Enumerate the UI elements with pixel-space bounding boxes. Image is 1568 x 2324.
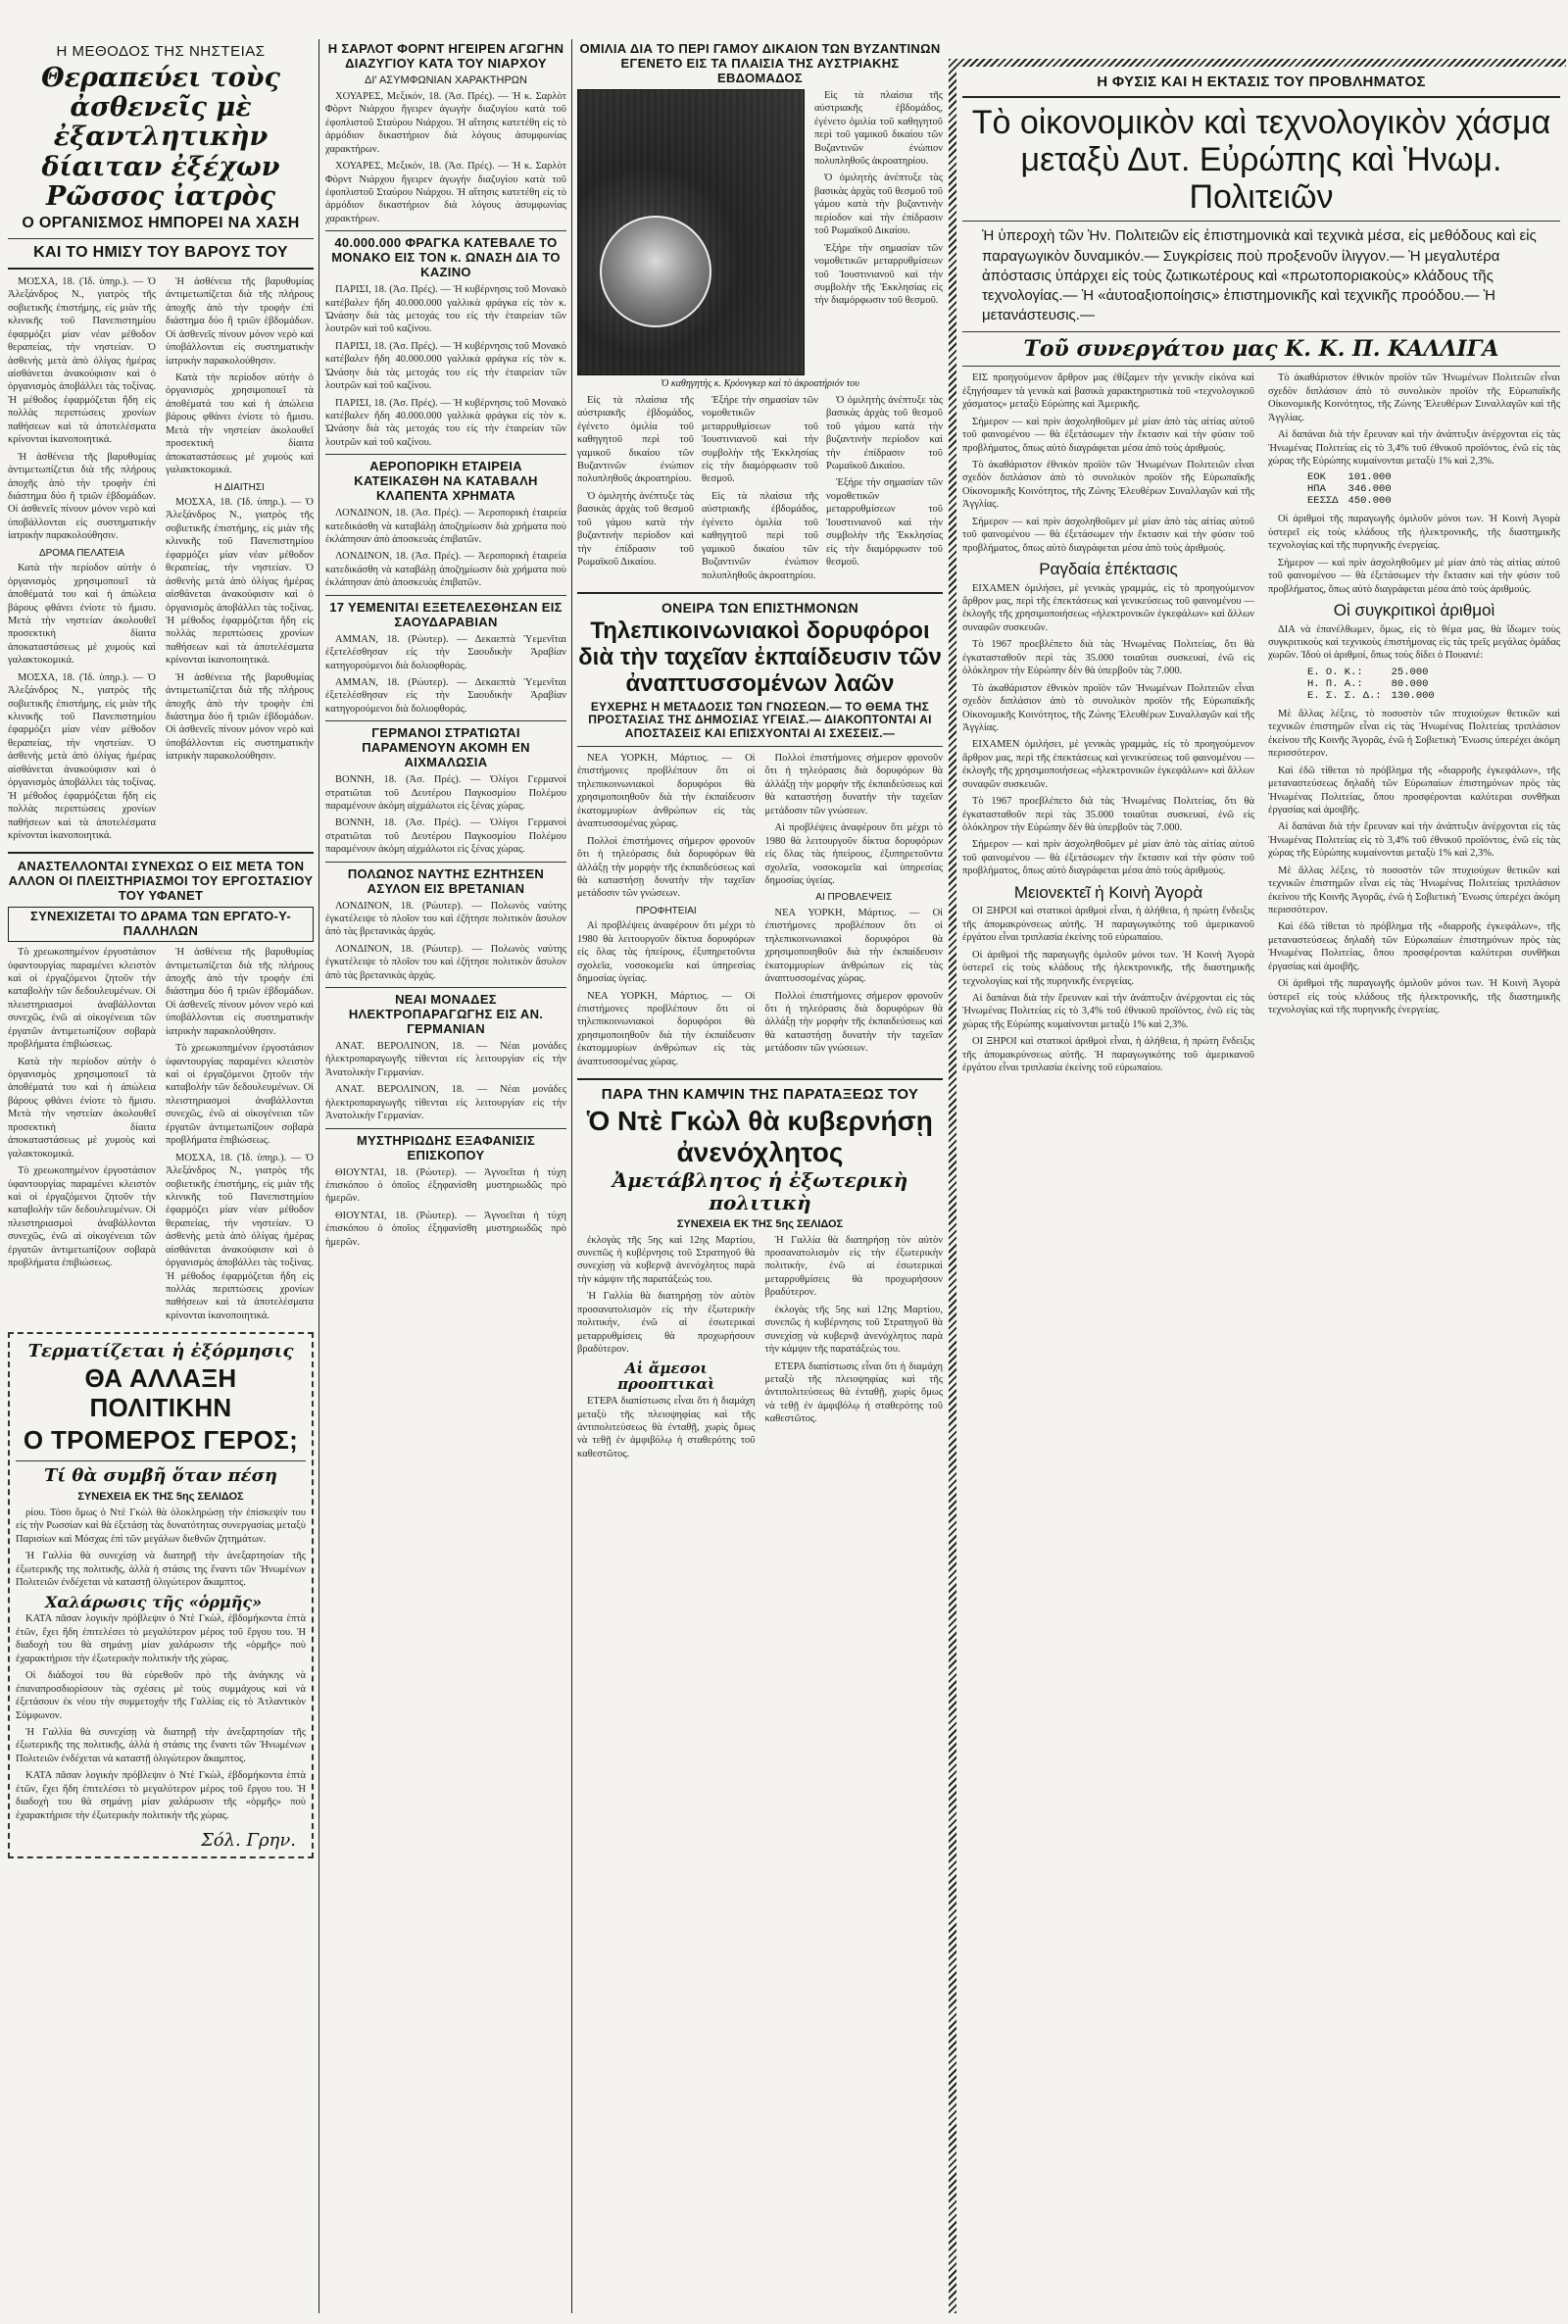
deck: Ἡ ὑπεροχὴ τῶν Ἡν. Πολιτειῶν εἰς ἐπιστημονικὰ καὶ τεχνικὰ μέσα, εἰς μεθόδους καὶ εἰς παραγωγικὸν δυναμικόν.— Συγκρίσεις ποὺ προξενοῦν ἰλιγγον.— Ἡ μεγαλυτέρα ἀπόστασις ὑπάρχει εἰς τοὺς ζωτικωτέρους καὶ «πρωτοποριακοὺς» κλάδους τῆς τεχνολογίας.— Ἡ «ἀυτοαξιοποίησις» ἐπιστημονικῆς καὶ τεχνικῆς προόδου.— Ἡ μετανάστευσις.— — [982, 227, 1537, 324]
paragraph: Μὲ ἄλλας λέξεις, τὸ ποσοστὸν τῶν πτυχιούχων θετικῶν καὶ τεχνικῶν ἐπιστημῶν εἶναι εἰς τὰς Ἡνωμένας Πολιτείας τριπλάσιον ἐκείνου τῆς Κοινῆς Ἀγορᾶς, ἐνῶ ἡ Σοβιετικὴ Ἕνωσις ὑπερέχει ἀκόμη περισσότερον. — [1268, 865, 1560, 916]
column-rule-hatched — [949, 59, 956, 2313]
subhead: ΑΙ ΠΡΟΒΛΕΨΕΙΣ — [815, 892, 893, 904]
paragraph: Ὁ ὁμιλητὴς ἀνέπτυξε τὰς βασικὰς ἀρχὰς τοῦ θεσμοῦ τοῦ γάμου κατὰ τὴν βυζαντινὴν περίοδον καὶ τὴν ἐπίδρασιν τοῦ Ρωμαϊκοῦ Δικαίου. — [577, 490, 694, 569]
headline: Θεραπεύει τοὺς ἀσθενεῖς μὲ ἐξαντλητικὴν δίαιταν ἐξέχων Ρῶσσος ἰατρὸς — [41, 63, 280, 212]
column-3 — [577, 39, 943, 2313]
paragraph: Ἡ ἀσθένεια τῆς βαρυθυμίας ἀντιμετωπίζεται διὰ τῆς πλήρους ἀποχῆς ἀπὸ τὴν τροφὴν ἐπὶ διάστημα δύο ἢ τριῶν ἑβδομάδων. Οἱ ἀσθενεῖς πίνουν μόνον νερὸ καὶ ὑποβάλλονται εἰς συστηματικὴν ἰατρικὴν παρακολούθησιν. — [166, 275, 314, 367]
paragraph: ΧΟΥΑΡΕΣ, Μεξικόν, 18. (Ἀσ. Πρές). — Ἡ κ. Σαρλὸτ Φὸρντ Νιάρχου ἤγειρεν ἀγωγὴν διαζυγίου κατὰ τοῦ ἐφοπλιστοῦ Σταύρου Νιάρχου. Ἡ αἴτησις κατετέθη εἰς τὸ ἁρμόδιον δικαστήριον διὰ λόγους ἀσυμφωνίας χαρακτήρων. — [325, 161, 566, 224]
stats-table — [1307, 471, 1401, 507]
paragraph: Αἱ προβλέψεις ἀναφέρουν ὅτι μέχρι τὸ 1980 θὰ λειτουργοῦν δίκτυα δορυφόρων εἰς ὅλας τὰς ἠπείρους, ἐξυπηρετοῦντα σχολεῖα, νοσοκομεῖα καὶ ὑπηρεσίας δημοσίας ὑγείας. — [577, 920, 756, 985]
paragraph: ΕΙΧΑΜΕΝ ὁμιλήσει, μὲ γενικὰς γραμμάς, εἰς τὸ προηγούμενον ἄρθρον μας, περὶ τῆς ἐπεκτάσεως καὶ γενικεύσεως τοῦ φαινομένου — ἐκλογῆς τῆς χρησιμοποιήσεως «ἠλεκτρονικῶν ἐγκεφάλων» καὶ ἄλλων συναφῶν συσκευῶν. — [962, 739, 1254, 790]
headline: Ο ΤΡΟΜΕΡΟΣ ΓΕΡΟΣ; — [23, 1425, 299, 1456]
paragraph: ΠΑΡΙΣΙ, 18. (Ἀσ. Πρές). — Ἡ κυβέρνησις τοῦ Μονακὸ κατέβαλεν ἤδη 40.000.000 γαλλικὰ φράγκα εἰς τὸν κ. Ὠνάσην διὰ τὰς μετοχάς του εἰς τὴν ἑταιρείαν τῶν λουτρῶν καὶ τοῦ καζίνου. — [325, 340, 566, 392]
stats-table — [1307, 667, 1445, 702]
paragraph: Τὸ 1967 προεβλέπετο διὰ τὰς Ἡνωμένας Πολιτείας, ὅτι θὰ ἐγκατασταθοῦν περὶ τὰς 35.000 τοιαῦται συσκευαί, ἐνῶ εἰς ὁλόκληρον τὴν Εὐρώπην δὲν θὰ ὑπερβοῦν τὰς 7.000. — [962, 639, 1254, 677]
paragraph: Ἐξήρε τὴν σημασίαν τῶν νομοθετικῶν μεταρρυθμίσεων τοῦ Ἰουστινιανοῦ καὶ τὴν συμβολὴν τῆς Ἐκκλησίας εἰς τὴν διαμόρφωσιν τοῦ θεσμοῦ. — [826, 477, 943, 569]
paragraph: Ἡ ἀσθένεια τῆς βαρυθυμίας ἀντιμετωπίζεται διὰ τῆς πλήρους ἀποχῆς ἀπὸ τὴν τροφὴν ἐπὶ διάστημα δύο ἢ τριῶν ἑβδομάδων. Οἱ ἀσθενεῖς πίνουν μόνον νερὸ καὶ ὑποβάλλονται εἰς συστηματικὴν ἰατρικὴν παρακολούθησιν. — [166, 671, 314, 763]
kicker: ΟΝΕΙΡΑ ΤΩΝ ΕΠΙΣΤΗΜΟΝΩΝ — [661, 599, 859, 616]
paragraph: Τὸ χρεωκοπημένον ἐργοστάσιον ὑφαντουργίας παραμένει κλειστὸν καὶ οἱ ἐργαζόμενοι ζητοῦν τὴν καταβολὴν τῶν δεδουλευμένων. Οἱ πλειστηριασμοὶ ἀναβάλλονται συνεχῶς, ἐνῶ αἱ οἰκογένειαι τῶν ἐργατῶν ἀντιμετωπίζουν σοβαρὰ προβλήματα ἐπιβιώσεως. — [166, 1043, 314, 1147]
boxed-article — [8, 1332, 314, 1858]
paragraph: Μὲ ἄλλας λέξεις, τὸ ποσοστὸν τῶν πτυχιούχων θετικῶν καὶ τεχνικῶν ἐπιστημῶν εἶναι εἰς τὰς Ἡνωμένας Πολιτείας τριπλάσιον ἐκείνου τῆς Κοινῆς Ἀγορᾶς, ἐνῶ ἡ Σοβιετικὴ Ἕνωσις ὑπερέχει ἀκόμη περισσότερον. — [1268, 708, 1560, 760]
paragraph: ΒΟΝΝΗ, 18. (Ἀσ. Πρές). — Ὀλίγοι Γερμανοὶ στρατιῶται τοῦ Δευτέρου Παγκοσμίου Πολέμου παραμένουν ἀκόμη αἰχμάλωτοι εἰς ξένας χώρας. — [325, 774, 566, 812]
paragraph: ἐκλογὰς τῆς 5ης καὶ 12ης Μαρτίου, συνεπῶς ἡ κυβέρνησις τοῦ Στρατηγοῦ θὰ συνεχίσῃ νὰ κυβερνᾷ ἀνενόχλητος παρὰ τὴν κάμψιν τῆς παρατάξεώς του. — [764, 1304, 943, 1356]
paragraph: ΛΟΝΔΙΝΟΝ, 18. (Ρώυτερ). — Πολωνὸς ναύτης ἐγκατέλειψε τὸ πλοῖον του καὶ ἐζήτησε πολιτικὸν ἄσυλον ἀπὸ τὰς βρετανικὰς ἀρχάς. — [325, 900, 566, 938]
paragraph: Αἱ δαπάναι διὰ τὴν ἔρευναν καὶ τὴν ἀνάπτυξιν ἀνέρχονται εἰς τὰς Ἡνωμένας Πολιτείας εἰς τὸ 3,4% τοῦ ἐθνικοῦ προϊόντος, ἐνῶ εἰς τὰς χώρας τῆς Εὐρώπης κυμαίνονται μεταξὺ 1% καὶ 2,3%. — [1268, 429, 1560, 467]
paragraph: ΟΙ ΞΗΡΟΙ καὶ στατικοὶ ἀριθμοὶ εἶναι, ἡ ἀλήθεια, ἡ πρώτη ἔνδειξις τῆς ἀπομακρύνσεως αὐτῆς. Ἡ παραγωγικότης τοῦ ἀμερικανοῦ ἐργάτου εἶναι τριπλασία ἐκείνης τοῦ εὐρωπαίου. — [962, 1036, 1254, 1074]
paragraph: ΑΜΜΑΝ, 18. (Ρώυτερ). — Δεκαεπτὰ Ὑεμενῖται ἐξετελέσθησαν εἰς τὴν Σαουδικὴν Ἀραβίαν κατηγορούμενοι διὰ δολιοφθοράς. — [325, 676, 566, 715]
paragraph: ΕΤΕΡΑ διαπίστωσις εἶναι ὅτι ἡ διαμάχη μεταξὺ τῆς πλειοψηφίας καὶ τῆς ἀντιπολιτεύσεως θὰ ἐνταθῇ, χωρὶς ὅμως νὰ τεθῇ ἐν ἀμφιβόλῳ ἡ σταθερότης τοῦ καθεστῶτος. — [577, 1396, 756, 1459]
article-body — [8, 946, 314, 1326]
headline: ΣΥΝΕΧΙΖΕΤΑΙ ΤΟ ΔΡΑΜΑ ΤΩΝ ΕΡΓΑΤΟ-Υ-ΠΑΛΛΗΛΩΝ — [8, 907, 314, 942]
paragraph: ΛΟΝΔΙΝΟΝ, 18. (Ἀσ. Πρές). — Ἀεροπορικὴ ἑταιρεία κατεδικάσθη νὰ καταβάλῃ ἀποζημίωσιν διὰ χρήματα ποὺ ἐκλάπησαν ἀπὸ ἀποσκευὰς ἐπιβατῶν. — [325, 551, 566, 589]
headline: ΟΜΙΛΙΑ ΔΙΑ ΤΟ ΠΕΡΙ ΓΑΜΟΥ ΔΙΚΑΙΟΝ ΤΩΝ ΒΥΖΑΝΤΙΝΩΝ ΕΓΕΝΕΤΟ ΕΙΣ ΤΑ ΠΛΑΙΣΙΑ ΤΗΣ ΑΥΣΤΡΙΑΚΗΣ ΕΒΔΟΜΑΔΟΣ — [579, 41, 941, 85]
headline: Η ΣΑΡΛΟΤ ΦΟΡΝΤ ΗΓΕΙΡΕΝ ΑΓΩΓΗΝ ΔΙΑΖΥΓΙΟΥ ΚΑΤΑ ΤΟΥ ΝΙΑΡΧΟΥ — [327, 41, 564, 71]
table-row: Η. Π. Α.: 80.000 — [1307, 677, 1429, 690]
portrait-inset — [600, 216, 711, 327]
paragraph: Σήμερον — καὶ πρὶν ἀσχοληθοῦμεν μὲ μίαν ἀπὸ τὰς αἰτίας αὐτοῦ τοῦ φαινομένου — θὰ ἐξετάσωμεν τὴν ἔκτασιν καὶ τὴν φύσιν τοῦ προβλήματος, ὅπως αὐτὸ διαγράφεται μέσα ἀπὸ τοὺς ἀριθμούς. — [962, 516, 1254, 554]
deck: ΚΑΙ ΤΟ ΗΜΙΣΥ ΤΟΥ ΒΑΡΟΥΣ ΤΟΥ — [33, 243, 288, 261]
paragraph: Κατὰ τὴν περίοδον αὐτὴν ὁ ὀργανισμὸς χρησιμοποιεῖ τὰ ἀποθέματά του καὶ ἡ ἀπώλεια βάρους φθάνει ἐνίοτε τὸ ἥμισυ. Μετὰ τὴν νηστείαν ἀκολουθεῖ προσεκτικὴ δίαιτα ἀποκαταστάσεως μὲ χυμοὺς καὶ γαλακτοκομικά. — [8, 1056, 156, 1160]
signature: Σόλ. Γρην. — [201, 1830, 296, 1852]
paragraph: ΔΙΑ νὰ ἐπανέλθωμεν, ὅμως, εἰς τὸ θέμα μας, θὰ ἴδωμεν τοὺς συγκριτικοὺς καὶ τεχνικοὺς ἐπιστήμονας εἰς τὰς τρεῖς μεγάλας ὁμάδας χωρῶν. Ἰδοὺ οἱ ἀριθμοί, ὅπως τοὺς δίδει ὁ Πουανιέ: — [1268, 623, 1560, 662]
paragraph: ἐκλογὰς τῆς 5ης καὶ 12ης Μαρτίου, συνεπῶς ἡ κυβέρνησις τοῦ Στρατηγοῦ θὰ συνεχίσῃ νὰ κυβερνᾷ ἀνενόχλητος παρὰ τὴν κάμψιν τῆς παρατάξεώς του. — [577, 1234, 756, 1285]
paragraph: Πολλοὶ ἐπιστήμονες σήμερον φρονοῦν ὅτι ἡ τηλεόρασις διὰ δορυφόρων θὰ ἀλλάξῃ τὴν μορφὴν τῆς ἐκπαιδεύσεως καὶ θὰ καταστήσῃ δυνατὴν τὴν ταχεῖαν μετάδοσιν τῶν γνώσεων. — [577, 835, 756, 900]
column-2 — [325, 39, 566, 2313]
paragraph: Καὶ ἐδῶ τίθεται τὸ πρόβλημα τῆς «διαρροῆς ἐγκεφάλων», τῆς μεταναστεύσεως δηλαδὴ τῶν Εὐρωπαίων ἐπιστημόνων πρὸς τὰς Ἡνωμένας Πολιτείας, ὅπου προσφέρονται καλύτεραι συνθῆκαι ἐργασίας καὶ ἀμοιβῆς. — [1268, 765, 1560, 816]
paragraph: Εἰς τὰ πλαίσια τῆς αὐστριακῆς ἑβδομάδος, ἐγένετο ὁμιλία τοῦ καθηγητοῦ περὶ τοῦ γαμικοῦ δικαίου τῶν Βυζαντινῶν ἐνώπιον πολυπληθοῦς ἀκροατηρίου. — [814, 89, 943, 167]
paragraph: Εἰς τὰ πλαίσια τῆς αὐστριακῆς ἑβδομάδος, ἐγένετο ὁμιλία τοῦ καθηγητοῦ περὶ τοῦ γαμικοῦ δικαίου τῶν Βυζαντινῶν ἐνώπιον πολυπληθοῦς ἀκροατηρίου. — [702, 490, 818, 581]
headline: Τὸ οἰκονομικὸν καὶ τεχνολογικὸν χάσμα μεταξὺ Δυτ. Εὐρώπης καὶ Ἡνωμ. Πολιτειῶν — [971, 104, 1551, 217]
paragraph: ΚΑΤΑ πᾶσαν λογικὴν πρόβλεψιν ὁ Ντὲ Γκὼλ, ἑβδομήκοντα ἑπτὰ ἐτῶν, ἔχει ἤδη ἐπιτελέσει τὸ μεγαλύτερον μέρος τοῦ ἔργου του. Ἡ διαδοχὴ του θὰ σημάνῃ μίαν χαλάρωσιν τῆς «ὁρμῆς» ποὺ ἐχαρακτήρισε τὴν ἐξωτερικὴν πολιτικήν τῆς χώρας. — [16, 1613, 306, 1664]
subhead: Τί θὰ συμβῆ ὅταν πέση — [44, 1465, 277, 1487]
article-body — [577, 1234, 943, 1465]
paragraph: ΕΙΧΑΜΕΝ ὁμιλήσει, μὲ γενικὰς γραμμάς, εἰς τὸ προηγούμενον ἄρθρον μας, περὶ τῆς ἐπεκτάσεως καὶ γενικεύσεως τοῦ φαινομένου — ἐκλογῆς τῆς χρησιμοποιήσεως «ἠλεκτρονικῶν ἐγκεφάλων» καὶ ἄλλων συναφῶν συσκευῶν. — [962, 582, 1254, 633]
subhead: Η ΔΙΑΙΤΗΣΙ — [215, 481, 265, 493]
subhead: Μειονεκτεῖ ἡ Κοινὴ Ἀγορὰ — [1013, 882, 1203, 902]
paragraph: ΜΟΣΧΑ, 18. (Ἰδ. ὑπηρ.). — Ὁ Ἀλεξάνδρος Ν., γιατρὸς τῆς σοβιετικῆς ἐπιστήμης, εἰς μιὰν τῆς κλινικῆς τοῦ Πανεπιστημίου ἐφαρμόζει μίαν νέαν μέθοδον θεραπείας, τὴν νηστείαν. Ὁ ἀσθενὴς μετὰ ἀπὸ ὀλίγας ἡμέρας αἰσθάνεται ἀνακούφισιν καὶ ὁ ὀργανισμὸς ἀποβάλλει τὰς τοξίνας. Ἡ μέθοδος ἐφαρμόζεται ἤδη εἰς πολλὰς περιπτώσεις χρονίων παθήσεων καὶ τὰ ἀποτελέσματα κρίνονται ἱκανοποιητικά. — [166, 497, 314, 667]
article-body — [577, 752, 943, 1072]
kicker: Τερματίζεται ἡ ἐξόρμησις — [27, 1341, 294, 1362]
table-row: ΗΠΑ 346.000 — [1307, 483, 1392, 496]
subhead: Ἀμετάβλητος ἡ ἐξωτερικὴ πολιτικὴ — [612, 1168, 908, 1214]
headline: ΝΕΑΙ ΜΟΝΑΔΕΣ ΗΛΕΚΤΡΟΠΑΡΑΓΩΓΗΣ ΕΙΣ ΑΝ. ΓΕΡΜΑΝΙΑΝ — [348, 992, 544, 1037]
paragraph: Τὸ ἀκαθάριστον ἐθνικὸν προϊὸν τῶν Ἡνωμένων Πολιτειῶν εἶναι σχεδὸν διπλάσιον ἀπὸ τὸ συνολικὸν προϊὸν τῆς Εὐρωπαϊκῆς Οἰκονομικῆς Κοινότητος, τῆς Ζώνης Ἐλευθέρων Συναλλαγῶν καὶ τῆς Ἀγγλίας. — [962, 682, 1254, 733]
paragraph: Ἡ Γαλλία θὰ διατηρήσῃ τὸν αὐτὸν προσανατολισμὸν εἰς τὴν ἐξωτερικὴν πολιτικήν, ἐνῶ αἱ ἐσωτερικαὶ μεταρρυθμίσεις θὰ προχωρήσουν βραδύτερον. — [577, 1291, 756, 1356]
paragraph: ΕΤΕΡΑ διαπίστωσις εἶναι ὅτι ἡ διαμάχη μεταξὺ τῆς πλειοψηφίας καὶ τῆς ἀντιπολιτεύσεως θὰ ἐνταθῇ, χωρὶς ὅμως νὰ τεθῇ ἐν ἀμφιβόλῳ ἡ σταθερότης τοῦ καθεστῶτος. — [764, 1360, 943, 1425]
subhead: ΔΡΟΜΑ ΠΕΛΑΤΕΙΑ — [38, 547, 125, 559]
headline: ΠΟΛΩΝΟΣ ΝΑΥΤΗΣ ΕΖΗΤΗΣΕΝ ΑΣΥΛΟΝ ΕΙΣ ΒΡΕΤΑΝΙΑΝ — [347, 865, 545, 896]
paragraph: Τὸ ἀκαθάριστον ἐθνικὸν προϊὸν τῶν Ἡνωμένων Πολιτειῶν εἶναι σχεδὸν διπλάσιον ἀπὸ τὸ συνολικὸν προϊὸν τῆς Εὐρωπαϊκῆς Οἰκονομικῆς Κοινότητος, τῆς Ζώνης Ἐλευθέρων Συναλλαγῶν καὶ τῆς Ἀγγλίας. — [1268, 372, 1560, 423]
paragraph: ΘΙΟΥΝΤΑΙ, 18. (Ρώυτερ). — Ἀγνοεῖται ἡ τύχη ἐπισκόπου ὁ ὁποῖος ἐξηφανίσθη μυστηριωδῶς πρὸ ἡμερῶν. — [325, 1210, 566, 1248]
paragraph: Σήμερον — καὶ πρὶν ἀσχοληθοῦμεν μὲ μίαν ἀπὸ τὰς αἰτίας αὐτοῦ τοῦ φαινομένου — θὰ ἐξετάσωμεν τὴν ἔκτασιν καὶ τὴν φύσιν τοῦ προβλήματος, ὅπως αὐτὸ διαγράφεται μέσα ἀπὸ τοὺς ἀριθμούς. — [962, 416, 1254, 454]
photo-caption: Ὁ καθηγητὴς κ. Κρόυνγκερ καὶ τὸ ἀκροατήριόν του — [661, 377, 859, 389]
paragraph: Ἡ Γαλλία θὰ διατηρήσῃ τὸν αὐτὸν προσανατολισμὸν εἰς τὴν ἐξωτερικὴν πολιτικήν, ἐνῶ αἱ ἐσωτερικαὶ μεταρρυθμίσεις θὰ προχωρήσουν βραδύτερον. — [764, 1234, 943, 1299]
paragraph: ΜΟΣΧΑ, 18. (Ἰδ. ὑπηρ.). — Ὁ Ἀλεξάνδρος Ν., γιατρὸς τῆς σοβιετικῆς ἐπιστήμης, εἰς μιὰν τῆς κλινικῆς τοῦ Πανεπιστημίου ἐφαρμόζει μίαν νέαν μέθοδον θεραπείας, τὴν νηστείαν. Ὁ ἀσθενὴς μετὰ ἀπὸ ὀλίγας ἡμέρας αἰσθάνεται ἀνακούφισιν καὶ ὁ ὀργανισμὸς ἀποβάλλει τὰς τοξίνας. Ἡ μέθοδος ἐφαρμόζεται ἤδη εἰς πολλὰς περιπτώσεις χρονίων παθήσεων καὶ τὰ ἀποτελέσματα κρίνονται ἱκανοποιητικά. — [166, 1152, 314, 1321]
column-rule — [318, 39, 319, 2313]
paragraph: ΒΟΝΝΗ, 18. (Ἀσ. Πρές). — Ὀλίγοι Γερμανοὶ στρατιῶται τοῦ Δευτέρου Παγκοσμίου Πολέμου παραμένουν ἀκόμη αἰχμάλωτοι εἰς ξένας χώρας. — [325, 817, 566, 856]
headline: ΓΕΡΜΑΝΟΙ ΣΤΡΑΤΙΩΤΑΙ ΠΑΡΑΜΕΝΟΥΝ ΑΚΟΜΗ ΕΝ ΑΙΧΜΑΛΩΣΙΑ — [362, 725, 530, 770]
table-row: ΕΟΚ 101.000 — [1307, 471, 1392, 484]
paragraph: Τὸ 1967 προεβλέπετο διὰ τὰς Ἡνωμένας Πολιτείας, ὅτι θὰ ἐγκατασταθοῦν περὶ τὰς 35.000 τοιαῦται συσκευαί, ἐνῶ εἰς ὁλόκληρον τὴν Εὐρώπην δὲν θὰ ὑπερβοῦν τὰς 7.000. — [962, 796, 1254, 834]
paragraph: ρίου. Τόσο ὅμως ὁ Ντὲ Γκὼλ θὰ ὁλοκληρώσῃ τὴν ἐπίσκεψίν του εἰς τὴν Ρωσσίαν καὶ θὰ ἐξετάσῃ τὰς δυνατότητας συνεργασίας μεταξὺ Παρισίων καὶ Μόσχας ἐπὶ τῶν μεγάλων διεθνῶν ζητημάτων. — [16, 1507, 306, 1545]
byline: Τοῦ συνεργάτου μας Κ. Κ. Π. ΚΑΛΛΙΓΑ — [1023, 335, 1499, 362]
paragraph: ΧΟΥΑΡΕΣ, Μεξικόν, 18. (Ἀσ. Πρές). — Ἡ κ. Σαρλὸτ Φὸρντ Νιάρχου ἤγειρεν ἀγωγὴν διαζυγίου κατὰ τοῦ ἐφοπλιστοῦ Σταύρου Νιάρχου. Ἡ αἴτησις κατετέθη εἰς τὸ ἁρμόδιον δικαστήριον διὰ λόγους ἀσυμφωνίας χαρακτήρων. — [325, 90, 566, 155]
paragraph: Οἱ διάδοχοί του θὰ εὑρεθοῦν πρὸ τῆς ἀνάγκης νὰ ἐπαναπροσδιορίσουν τὰς σχέσεις μὲ τοὺς συμμάχους καὶ νὰ ἐξετάσουν ἐκ νέου τὴν συμμετοχὴν τῆς Γαλλίας εἰς τὸ Ἀτλαντικὸν Σύμφωνον. — [16, 1670, 306, 1721]
paragraph: ΜΟΣΧΑ, 18. (Ἰδ. ὑπηρ.). — Ὁ Ἀλεξάνδρος Ν., γιατρὸς τῆς σοβιετικῆς ἐπιστήμης, εἰς μιὰν τῆς κλινικῆς τοῦ Πανεπιστημίου ἐφαρμόζει μίαν νέαν μέθοδον θεραπείας, τὴν νηστείαν. Ὁ ἀσθενὴς μετὰ ἀπὸ ὀλίγας ἡμέρας αἰσθάνεται ἀνακούφισιν καὶ ὁ ὀργανισμὸς ἀποβάλλει τὰς τοξίνας. Ἡ μέθοδος ἐφαρμόζεται ἤδη εἰς πολλὰς περιπτώσεις χρονίων παθήσεων καὶ τὰ ἀποτελέσματα κρίνονται ἱκανοποιητικά. — [8, 671, 156, 841]
paragraph: Πολλοὶ ἐπιστήμονες σήμερον φρονοῦν ὅτι ἡ τηλεόρασις διὰ δορυφόρων θὰ ἀλλάξῃ τὴν μορφὴν τῆς ἐκπαιδεύσεως καὶ θὰ καταστήσῃ δυνατὴν τὴν ταχεῖαν μετάδοσιν τῶν γνώσεων. — [764, 990, 943, 1055]
column-rule — [571, 39, 572, 2313]
paragraph: Ὁ ὁμιλητὴς ἀνέπτυξε τὰς βασικὰς ἀρχὰς τοῦ θεσμοῦ τοῦ γάμου κατὰ τὴν βυζαντινὴν περίοδον καὶ τὴν ἐπίδρασιν τοῦ Ρωμαϊκοῦ Δικαίου. — [826, 394, 943, 471]
subhead: Αἱ ἄμεσοι προοπτικαὶ — [617, 1359, 715, 1394]
paragraph: Πολλοὶ ἐπιστήμονες σήμερον φρονοῦν ὅτι ἡ τηλεόρασις διὰ δορυφόρων θὰ ἀλλάξῃ τὴν μορφὴν τῆς ἐκπαιδεύσεως καὶ θὰ καταστήσῃ δυνατὴν τὴν ταχεῖαν μετάδοσιν τῶν γνώσεων. — [764, 753, 943, 816]
photo-article — [577, 89, 943, 375]
article-body — [962, 371, 1560, 1078]
paragraph: Κατὰ τὴν περίοδον αὐτὴν ὁ ὀργανισμὸς χρησιμοποιεῖ τὰ ἀποθέματά του καὶ ἡ ἀπώλεια βάρους φθάνει ἐνίοτε τὸ ἥμισυ. Μετὰ τὴν νηστείαν ἀκολουθεῖ προσεκτικὴ δίαιτα ἀποκαταστάσεως μὲ χυμοὺς καὶ γαλακτοκομικά. — [166, 372, 314, 476]
paragraph: Τὸ χρεωκοπημένον ἐργοστάσιον ὑφαντουργίας παραμένει κλειστὸν καὶ οἱ ἐργαζόμενοι ζητοῦν τὴν καταβολὴν τῶν δεδουλευμένων. Οἱ πλειστηριασμοὶ ἀναβάλλονται συνεχῶς, ἐνῶ αἱ οἰκογένειαι τῶν ἐργατῶν ἀντιμετωπίζουν σοβαρὰ προβλήματα ἐπιβιώσεως. — [8, 1165, 156, 1269]
paragraph: ΛΟΝΔΙΝΟΝ, 18. (Ἀσ. Πρές). — Ἀεροπορικὴ ἑταιρεία κατεδικάσθη νὰ καταβάλῃ ἀποζημίωσιν διὰ χρήματα ποὺ ἐκλάπησαν ἀπὸ ἀποσκευὰς ἐπιβατῶν. — [325, 508, 566, 545]
paragraph: Σήμερον — καὶ πρὶν ἀσχοληθοῦμεν μὲ μίαν ἀπὸ τὰς αἰτίας αὐτοῦ τοῦ φαινομένου — θὰ ἐξετάσωμεν τὴν ἔκτασιν καὶ τὴν φύσιν τοῦ προβλήματος, ὅπως αὐτὸ διαγράφεται μέσα ἀπὸ τοὺς ἀριθμούς. — [1268, 557, 1560, 595]
headline: Ὁ Ντὲ Γκὼλ θὰ κυβερνήσῃ ἀνενόχλητος — [587, 1106, 933, 1167]
paragraph: Τὸ χρεωκοπημένον ἐργοστάσιον ὑφαντουργίας παραμένει κλειστὸν καὶ οἱ ἐργαζόμενοι ζητοῦν τὴν καταβολὴν τῶν δεδουλευμένων. Οἱ πλειστηριασμοὶ ἀναβάλλονται συνεχῶς, ἐνῶ αἱ οἰκογένειαι τῶν ἐργατῶν ἀντιμετωπίζουν σοβαρὰ προβλήματα ἐπιβιώσεως. — [8, 947, 156, 1051]
subhead: ΠΡΟΦΗΤΕΙΑΙ — [635, 905, 697, 916]
top-rule-hatched — [949, 59, 1566, 67]
table-row: ΕΕΣΣΔ 450.000 — [1307, 495, 1392, 508]
paragraph: ΑΝΑΤ. ΒΕΡΟΛΙΝΟΝ, 18. — Νέαι μονάδες ἠλεκτροπαραγωγῆς τίθενται εἰς λειτουργίαν εἰς τὴν Ἀνατολικὴν Γερμανίαν. — [325, 1084, 566, 1122]
subhead: Ραγδαία ἐπέκτασις — [1039, 560, 1178, 579]
kicker: ΠΑΡΑ ΤΗΝ ΚΑΜΨΙΝ ΤΗΣ ΠΑΡΑΤΑΞΕΩΣ ΤΟΥ — [601, 1086, 919, 1104]
photo-audience — [577, 89, 805, 375]
continuation-note: ΣΥΝΕΧΕΙΑ ΕΚ ΤΗΣ 5ης ΣΕΛΙΔΟΣ — [676, 1217, 844, 1230]
column-4 — [962, 71, 1560, 2315]
subhead: Οἱ συγκριτικοὶ ἀριθμοὶ — [1333, 601, 1495, 620]
paragraph: ΚΑΤΑ πᾶσαν λογικὴν πρόβλεψιν ὁ Ντὲ Γκὼλ, ἑβδομήκοντα ἑπτὰ ἐτῶν, ἔχει ἤδη ἐπιτελέσει τὸ μεγαλύτερον μέρος τοῦ ἔργου του. Ἡ διαδοχὴ του θὰ σημάνῃ μίαν χαλάρωσιν τῆς «ὁρμῆς» ποὺ ἐχαρακτήρισε τὴν ἐξωτερικὴν πολιτικήν τῆς χώρας. — [16, 1770, 306, 1821]
deck: ΕΥΧΕΡΗΣ Η ΜΕΤΑΔΟΣΙΣ ΤΩΝ ΓΝΩΣΕΩΝ.— ΤΟ ΘΕΜΑ ΤΗΣ ΠΡΟΣΤΑΣΙΑΣ ΤΗΣ ΔΗΜΟΣΙΑΣ ΥΓΕΙΑΣ.— ΔΙΑΚΟΠΤΟΝΤΑΙ ΑΙ ΑΠΟΣΤΑΣΕΙΣ ΚΑΙ ΕΠΙΣΧΥΟΝΤΑΙ ΑΙ ΣΧΕΣΕΙΣ.— — [588, 699, 932, 741]
paragraph: ΘΙΟΥΝΤΑΙ, 18. (Ρώυτερ). — Ἀγνοεῖται ἡ τύχη ἐπισκόπου ὁ ὁποῖος ἐξηφανίσθη μυστηριωδῶς πρὸ ἡμερῶν. — [325, 1166, 566, 1205]
paragraph: Οἱ ἀριθμοὶ τῆς παραγωγῆς ὁμιλοῦν μόνοι των. Ἡ Κοινὴ Ἀγορὰ ὑστερεῖ εἰς τοὺς κλάδους τῆς ἠλεκτρονικῆς, τῆς διαστημικῆς τεχνολογίας καὶ τῆς πυρηνικῆς ἐνεργείας. — [1268, 514, 1560, 552]
headline: ΑΕΡΟΠΟΡΙΚΗ ΕΤΑΙΡΕΙΑ ΚΑΤΕΙΚΑΣΘΗ ΝΑ ΚΑΤΑΒΑΛΗ ΚΛΑΠΕΝΤΑ ΧΡΗΜΑΤΑ — [354, 459, 538, 504]
table-row: Ε. Ο. Κ.: 25.000 — [1307, 666, 1429, 678]
paragraph: Εἰς τὰ πλαίσια τῆς αὐστριακῆς ἑβδομάδος, ἐγένετο ὁμιλία τοῦ καθηγητοῦ περὶ τοῦ γαμικοῦ δικαίου τῶν Βυζαντινῶν ἐνώπιον πολυπληθοῦς ἀκροατηρίου. — [577, 394, 694, 485]
paragraph: Καὶ ἐδῶ τίθεται τὸ πρόβλημα τῆς «διαρροῆς ἐγκεφάλων», τῆς μεταναστεύσεως δηλαδὴ τῶν Εὐρωπαίων ἐπιστημόνων πρὸς τὰς Ἡνωμένας Πολιτείας, ὅπου προσφέρονται καλύτεραι συνθῆκαι ἐργασίας καὶ ἀμοιβῆς. — [1268, 921, 1560, 972]
paragraph: ΜΟΣΧΑ, 18. (Ἰδ. ὑπηρ.). — Ὁ Ἀλεξάνδρος Ν., γιατρὸς τῆς σοβιετικῆς ἐπιστήμης, εἰς μιὰν τῆς κλινικῆς τοῦ Πανεπιστημίου ἐφαρμόζει μίαν νέαν μέθοδον θεραπείας, τὴν νηστείαν. Ὁ ἀσθενὴς μετὰ ἀπὸ ὀλίγας ἡμέρας αἰσθάνεται ἀνακούφισιν καὶ ὁ ὀργανισμὸς ἀποβάλλει τὰς τοξίνας. Ἡ μέθοδος ἐφαρμόζεται ἤδη εἰς πολλὰς περιπτώσεις χρονίων παθήσεων καὶ τὰ ἀποτελέσματα κρίνονται ἱκανοποιητικά. — [8, 275, 156, 446]
paragraph: ΛΟΝΔΙΝΟΝ, 18. (Ρώυτερ). — Πολωνὸς ναύτης ἐγκατέλειψε τὸ πλοῖον του καὶ ἐζήτησε πολιτικὸν ἄσυλον ἀπὸ τὰς βρετανικὰς ἀρχάς. — [325, 943, 566, 981]
article-body — [8, 275, 314, 846]
article-body — [577, 394, 943, 586]
paragraph: ΑΝΑΤ. ΒΕΡΟΛΙΝΟΝ, 18. — Νέαι μονάδες ἠλεκτροπαραγωγῆς τίθενται εἰς λειτουργίαν εἰς τὴν Ἀνατολικὴν Γερμανίαν. — [325, 1041, 566, 1078]
paragraph: ΝΕΑ ΥΟΡΚΗ, Μάρτιος. — Οἱ ἐπιστήμονες προβλέπουν ὅτι οἱ τηλεπικοινωνιακοὶ δορυφόροι θὰ χρησιμοποιηθοῦν διὰ τὴν ἐκπαίδευσιν ἑκατομμυρίων ἀνθρώπων εἰς τὰς ἀναπτυσσομένας χώρας. — [764, 907, 943, 985]
paragraph: Ἡ ἀσθένεια τῆς βαρυθυμίας ἀντιμετωπίζεται διὰ τῆς πλήρους ἀποχῆς ἀπὸ τὴν τροφὴν ἐπὶ διάστημα δύο ἢ τριῶν ἑβδομάδων. Οἱ ἀσθενεῖς πίνουν μόνον νερὸ καὶ ὑποβάλλονται εἰς συστηματικὴν ἰατρικὴν παρακολούθησιν. — [166, 947, 314, 1037]
paragraph: Ἐξήρε τὴν σημασίαν τῶν νομοθετικῶν μεταρρυθμίσεων τοῦ Ἰουστινιανοῦ καὶ τὴν συμβολὴν τῆς Ἐκκλησίας εἰς τὴν διαμόρφωσιν τοῦ θεσμοῦ. — [814, 242, 943, 307]
headline: 17 ΥΕΜΕΝΙΤΑΙ ΕΞΕΤΕΛΕΣΘΗΣΑΝ ΕΙΣ ΣΑΟΥΔΑΡΑΒΙΑΝ — [329, 599, 563, 629]
paragraph: Σήμερον — καὶ πρὶν ἀσχοληθοῦμεν μὲ μίαν ἀπὸ τὰς αἰτίας αὐτοῦ τοῦ φαινομένου — θὰ ἐξετάσωμεν τὴν ἔκτασιν καὶ τὴν φύσιν τοῦ προβλήματος, ὅπως αὐτὸ διαγράφεται μέσα ἀπὸ τοὺς ἀριθμούς. — [962, 839, 1254, 877]
paragraph: Οἱ ἀριθμοὶ τῆς παραγωγῆς ὁμιλοῦν μόνοι των. Ἡ Κοινὴ Ἀγορὰ ὑστερεῖ εἰς τοὺς κλάδους τῆς ἠλεκτρονικῆς, τῆς διαστημικῆς τεχνολογίας καὶ τῆς πυρηνικῆς ἐνεργείας. — [962, 949, 1254, 987]
paragraph: Ἡ ἀσθένεια τῆς βαρυθυμίας ἀντιμετωπίζεται διὰ τῆς πλήρους ἀποχῆς ἀπὸ τὴν τροφὴν ἐπὶ διάστημα δύο ἢ τριῶν ἑβδομάδων. Οἱ ἀσθενεῖς πίνουν μόνον νερὸ καὶ ὑποβάλλονται εἰς συστηματικὴν ἰατρικὴν παρακολούθησιν. — [8, 451, 156, 542]
headline: ΑΝΑΣΤΕΛΛΟΝΤΑΙ ΣΥΝΕΧΩΣ Ο ΕΙΣ ΜΕΤΑ ΤΟΝ ΑΛΛΟΝ ΟΙ ΠΛΕΙΣΤΗΡΙΑΣΜΟΙ ΤΟΥ ΕΡΓΟΣΤΑΣΙΟΥ ΤΟΥ ΥΦΑΝΕΤ — [8, 859, 314, 904]
paragraph: Ἡ Γαλλία θὰ συνεχίσῃ νὰ διατηρῇ τὴν ἀνεξαρτησίαν τῆς ἐξωτερικῆς της πολιτικῆς, ἀλλὰ ἡ στάσις της ἔναντι τῶν Ἡνωμένων Πολιτειῶν ἐνδέχεται νὰ καταστῇ ὀλιγώτερον ἄκαμπτος. — [16, 1726, 306, 1764]
paragraph: ΝΕΑ ΥΟΡΚΗ, Μάρτιος. — Οἱ ἐπιστήμονες προβλέπουν ὅτι οἱ τηλεπικοινωνιακοὶ δορυφόροι θὰ χρησιμοποιηθοῦν διὰ τὴν ἐκπαίδευσιν ἑκατομμυρίων ἀνθρώπων εἰς τὰς ἀναπτυσσομένας χώρας. — [577, 753, 756, 830]
paragraph: Οἱ ἀριθμοὶ τῆς παραγωγῆς ὁμιλοῦν μόνοι των. Ἡ Κοινὴ Ἀγορὰ ὑστερεῖ εἰς τοὺς κλάδους τῆς ἠλεκτρονικῆς, τῆς διαστημικῆς τεχνολογίας καὶ τῆς πυρηνικῆς ἐνεργείας. — [1268, 978, 1560, 1016]
paragraph: ΝΕΑ ΥΟΡΚΗ, Μάρτιος. — Οἱ ἐπιστήμονες προβλέπουν ὅτι οἱ τηλεπικοινωνιακοὶ δορυφόροι θὰ χρησιμοποιηθοῦν διὰ τὴν ἐκπαίδευσιν ἑκατομμυρίων ἀνθρώπων εἰς τὰς ἀναπτυσσομένας χώρας. — [577, 990, 756, 1067]
headline: ΜΥΣΤΗΡΙΩΔΗΣ ΕΞΑΦΑΝΙΣΙΣ ΕΠΙΣΚΟΠΟΥ — [356, 1132, 536, 1162]
table-row: Ε. Σ. Σ. Δ.: 130.000 — [1307, 689, 1435, 702]
paragraph: ΠΑΡΙΣΙ, 18. (Ἀσ. Πρές). — Ἡ κυβέρνησις τοῦ Μονακὸ κατέβαλεν ἤδη 40.000.000 γαλλικὰ φράγκα εἰς τὸν κ. Ὠνάσην διὰ τὰς μετοχάς του εἰς τὴν ἑταιρείαν τῶν λουτρῶν καὶ τοῦ καζίνου. — [325, 284, 566, 335]
paragraph: ΟΙ ΞΗΡΟΙ καὶ στατικοὶ ἀριθμοὶ εἶναι, ἡ ἀλήθεια, ἡ πρώτη ἔνδειξις τῆς ἀπομακρύνσεως αὐτῆς. Ἡ παραγωγικότης τοῦ ἀμερικανοῦ ἐργάτου εἶναι τριπλασία ἐκείνης τοῦ εὐρωπαίου. — [962, 906, 1254, 944]
headline: ΘΑ ΑΛΛΑΞΗ ΠΟΛΙΤΙΚΗΝ — [84, 1363, 237, 1423]
paragraph: Τὸ ἀκαθάριστον ἐθνικὸν προϊὸν τῶν Ἡνωμένων Πολιτειῶν εἶναι σχεδὸν διπλάσιον ἀπὸ τὸ συνολικὸν προϊὸν τῆς Εὐρωπαϊκῆς Οἰκονομικῆς Κοινότητος, τῆς Ζώνης Ἐλευθέρων Συναλλαγῶν καὶ τῆς Ἀγγλίας. — [962, 459, 1254, 511]
paragraph: Αἱ δαπάναι διὰ τὴν ἔρευναν καὶ τὴν ἀνάπτυξιν ἀνέρχονται εἰς τὰς Ἡνωμένας Πολιτείας εἰς τὸ 3,4% τοῦ ἐθνικοῦ προϊόντος, ἐνῶ εἰς τὰς χώρας τῆς Εὐρώπης κυμαίνονται μεταξὺ 1% καὶ 2,3%. — [962, 992, 1254, 1030]
subhead: ΔΙ' ΑΣΥΜΦΩΝΙΑΝ ΧΑΡΑΚΤΗΡΩΝ — [365, 74, 527, 86]
paragraph: ΑΜΜΑΝ, 18. (Ρώυτερ). — Δεκαεπτὰ Ὑεμενῖται ἐξετελέσθησαν εἰς τὴν Σαουδικὴν Ἀραβίαν κατηγορούμενοι διὰ δολιοφθοράς. — [325, 633, 566, 671]
kicker: Η ΜΕΘΟΔΟΣ ΤΗΣ ΝΗΣΤΕΙΑΣ — [56, 43, 266, 60]
paragraph: ΕΙΣ προηγούμενον ἄρθρον μας ἐθίξαμεν τὴν γενικὴν εἰκόνα καὶ ἐξηγήσαμεν τὰ γενικὰ καὶ βασικὰ χαρακτηριστικὰ τοῦ «τεχνολογικοῦ χάσματος» μεταξὺ Εὐρώπης καὶ Ἀμερικῆς. — [962, 372, 1254, 411]
paragraph: Ἐξήρε τὴν σημασίαν τῶν νομοθετικῶν μεταρρυθμίσεων τοῦ Ἰουστινιανοῦ καὶ τὴν συμβολὴν τῆς Ἐκκλησίας εἰς τὴν διαμόρφωσιν τοῦ θεσμοῦ. — [702, 394, 818, 485]
column-1 — [8, 39, 314, 2313]
paragraph: Ἡ Γαλλία θὰ συνεχίσῃ νὰ διατηρῇ τὴν ἀνεξαρτησίαν τῆς ἐξωτερικῆς της πολιτικῆς, ἀλλὰ ἡ στάσις της ἔναντι τῶν Ἡνωμένων Πολιτειῶν ἐνδέχεται νὰ καταστῇ ὀλιγώτερον ἄκαμπτος. — [16, 1551, 306, 1589]
deck: Ο ΟΡΓΑΝΙΣΜΟΣ ΗΜΠΟΡΕΙ ΝΑ ΧΑΣΗ — [22, 215, 300, 232]
paragraph: Αἱ δαπάναι διὰ τὴν ἔρευναν καὶ τὴν ἀνάπτυξιν ἀνέρχονται εἰς τὰς Ἡνωμένας Πολιτείας εἰς τὸ 3,4% τοῦ ἐθνικοῦ προϊόντος, ἐνῶ εἰς τὰς χώρας τῆς Εὐρώπης κυμαίνονται μεταξὺ 1% καὶ 2,3%. — [1268, 821, 1560, 860]
paragraph: Ὁ ὁμιλητὴς ἀνέπτυξε τὰς βασικὰς ἀρχὰς τοῦ θεσμοῦ τοῦ γάμου κατὰ τὴν βυζαντινὴν περίοδον καὶ τὴν ἐπίδρασιν τοῦ Ρωμαϊκοῦ Δικαίου. — [814, 173, 943, 237]
kicker: Η ΦΥΣΙΣ ΚΑΙ Η ΕΚΤΑΣΙΣ ΤΟΥ ΠΡΟΒΛΗΜΑΤΟΣ — [1097, 74, 1426, 90]
paragraph: Κατὰ τὴν περίοδον αὐτὴν ὁ ὀργανισμὸς χρησιμοποιεῖ τὰ ἀποθέματά του καὶ ἡ ἀπώλεια βάρους φθάνει ἐνίοτε τὸ ἥμισυ. Μετὰ τὴν νηστείαν ἀκολουθεῖ προσεκτικὴ δίαιτα ἀποκαταστάσεως μὲ χυμοὺς καὶ γαλακτοκομικά. — [8, 563, 156, 667]
headline: 40.000.000 ΦΡΑΓΚΑ ΚΑΤΕΒΑΛΕ ΤΟ ΜΟΝΑΚΟ ΕΙΣ ΤΟΝ κ. ΩΝΑΣΗ ΔΙΑ ΤΟ ΚΑΖΙΝΟ — [331, 235, 561, 280]
continuation-note: ΣΥΝΕΧΕΙΑ ΕΚ ΤΗΣ 5ης ΣΕΛΙΔΟΣ — [77, 1491, 244, 1504]
paragraph: ΠΑΡΙΣΙ, 18. (Ἀσ. Πρές). — Ἡ κυβέρνησις τοῦ Μονακὸ κατέβαλεν ἤδη 40.000.000 γαλλικὰ φράγκα εἰς τὸν κ. Ὠνάσην διὰ τὰς μετοχάς του εἰς τὴν ἑταιρείαν τῶν λουτρῶν καὶ τοῦ καζίνου. — [325, 397, 566, 448]
subhead: Χαλάρωσις τῆς «ὁρμῆς» — [45, 1592, 263, 1611]
paragraph: Αἱ προβλέψεις ἀναφέρουν ὅτι μέχρι τὸ 1980 θὰ λειτουργοῦν δίκτυα δορυφόρων εἰς ὅλας τὰς ἠπείρους, ἐξυπηρετοῦντα σχολεῖα, νοσοκομεῖα καὶ ὑπηρεσίας δημοσίας ὑγείας. — [764, 822, 943, 886]
headline: Τηλεπικοινωνιακοὶ δορυφόροι διὰ τὴν ταχεῖαν ἐκπαίδευσιν τῶν ἀναπτυσσομένων λαῶν — [578, 618, 942, 697]
